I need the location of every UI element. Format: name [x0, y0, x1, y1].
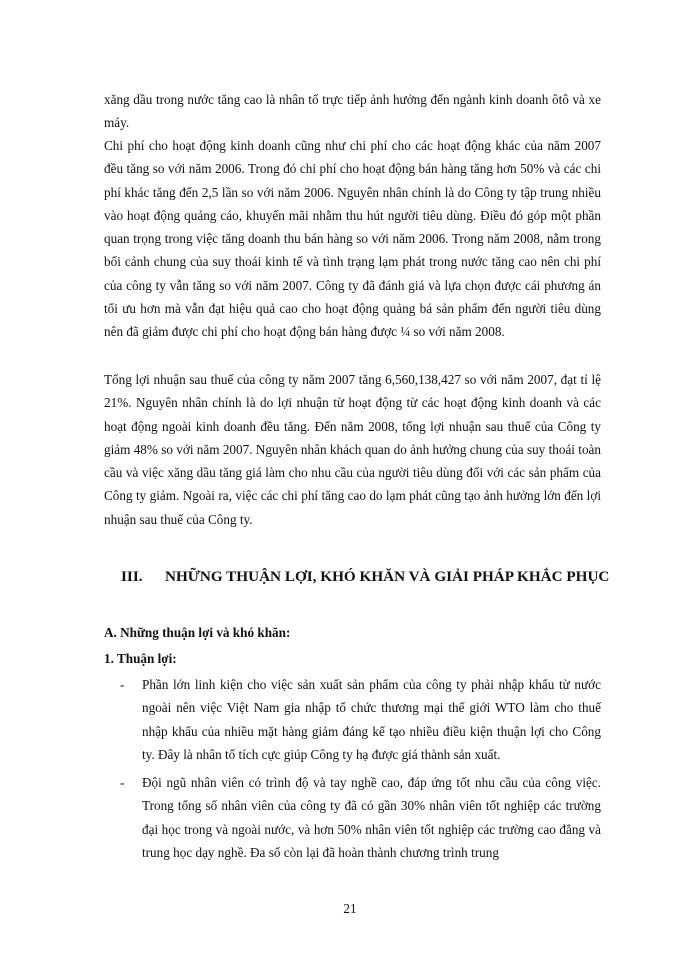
subheading-advantages: 1. Thuận lợi:: [104, 651, 177, 666]
section-title: NHỮNG THUẬN LỢI, KHÓ KHĂN VÀ GIẢI PHÁP KHẮC PHỤC: [165, 568, 610, 585]
bullet-dash: -: [120, 677, 125, 692]
page-number: 21: [343, 901, 357, 916]
paragraph-operating-costs: Chi phí cho hoạt động kinh doanh cũng như chi phí cho các hoạt động khác của năm 2007 đều tăng so với năm 2006. Trong đó chi phí cho hoạt động bán hàng tăng hơn 50% và các chi phí khác tăng đến 2,5 lần so với năm 2006. Nguyên nhân chính là do Công ty tập trung nhiều vào hoạt động quảng cáo, khuyến mãi nhằm thu hút người tiêu dùng. Điều đó góp một phần quan trọng trong việc tăng doanh thu bán hàng so với năm 2006. Trong năm 2008, nằm trong bối cảnh chung của suy thoái kinh tế và tình trạng lạm phát trong nước tăng cao nên chi phí của công ty vẫn tăng so với năm 2007. Công ty đã đánh giá và lựa chọn được cái phương án tối ưu hơn mà vẫn đạt hiệu quả cao cho hoạt động quảng bá sản phẩm đến người tiêu dùng nên đã giảm được chi phí cho hoạt động bán hàng được ¼ so với năm 2008.: [104, 138, 601, 340]
section-number: III.: [121, 568, 143, 585]
paragraph-net-profit: Tổng lợi nhuận sau thuế của công ty năm 2007 tăng 6,560,138,427 so với năm 2007, đạt tỉ lệ 21%. Nguyên nhân chính là do lợi nhuận từ hoạt động từ các hoạt động kinh doanh và các hoạt động ngoài kinh doanh đều tăng. Đến năm 2008, tổng lợi nhuận sau thuế của Công ty giảm 48% so với năm 2007. Nguyên nhân khách quan do ảnh hưởng chung của suy thoái toàn cầu và việc xăng dầu tăng giá làm cho nhu cầu của người tiêu dùng đối với các sản phẩm của Công ty giảm. Ngoài ra, việc các chi phí tăng cao do lạm phát cũng tạo ảnh hưởng lớn đến lợi nhuận sau thuế của Công ty.: [104, 372, 601, 527]
list-item-text: Đội ngũ nhân viên có trình độ và tay nghề cao, đáp ứng tốt nhu cầu của công việc. Trong tổng số nhân viên của công ty đã có gần 30% nhân viên tốt nghiệp các trường đại học trong và ngoài nước, và hơn 50% nhân viên tốt nghiệp các trường cao đẳng và trung học dạy nghề. Đa số còn lại đã hoàn thành chương trình trung: [142, 775, 601, 860]
paragraph-fuel-prices: xăng dầu trong nước tăng cao là nhân tố trực tiếp ảnh hưởng đến ngành kinh doanh ôtô và xe máy.: [104, 92, 601, 131]
subheading-advantages-difficulties: A. Những thuận lợi và khó khăn:: [104, 625, 291, 640]
list-item-text: Phần lớn linh kiện cho việc sản xuất sản phẩm của công ty phải nhập khẩu từ nước ngoài nên việc Việt Nam gia nhập tổ chức thương mại thế giới WTO làm cho thuế nhập khẩu của nhiều mặt hàng giảm đáng kể tạo nhiều điều kiện thuận lợi cho Công ty. Đây là nhân tố tích cực giúp Công ty hạ được giá thành sản xuất.: [142, 677, 601, 762]
bullet-dash: -: [120, 775, 125, 790]
